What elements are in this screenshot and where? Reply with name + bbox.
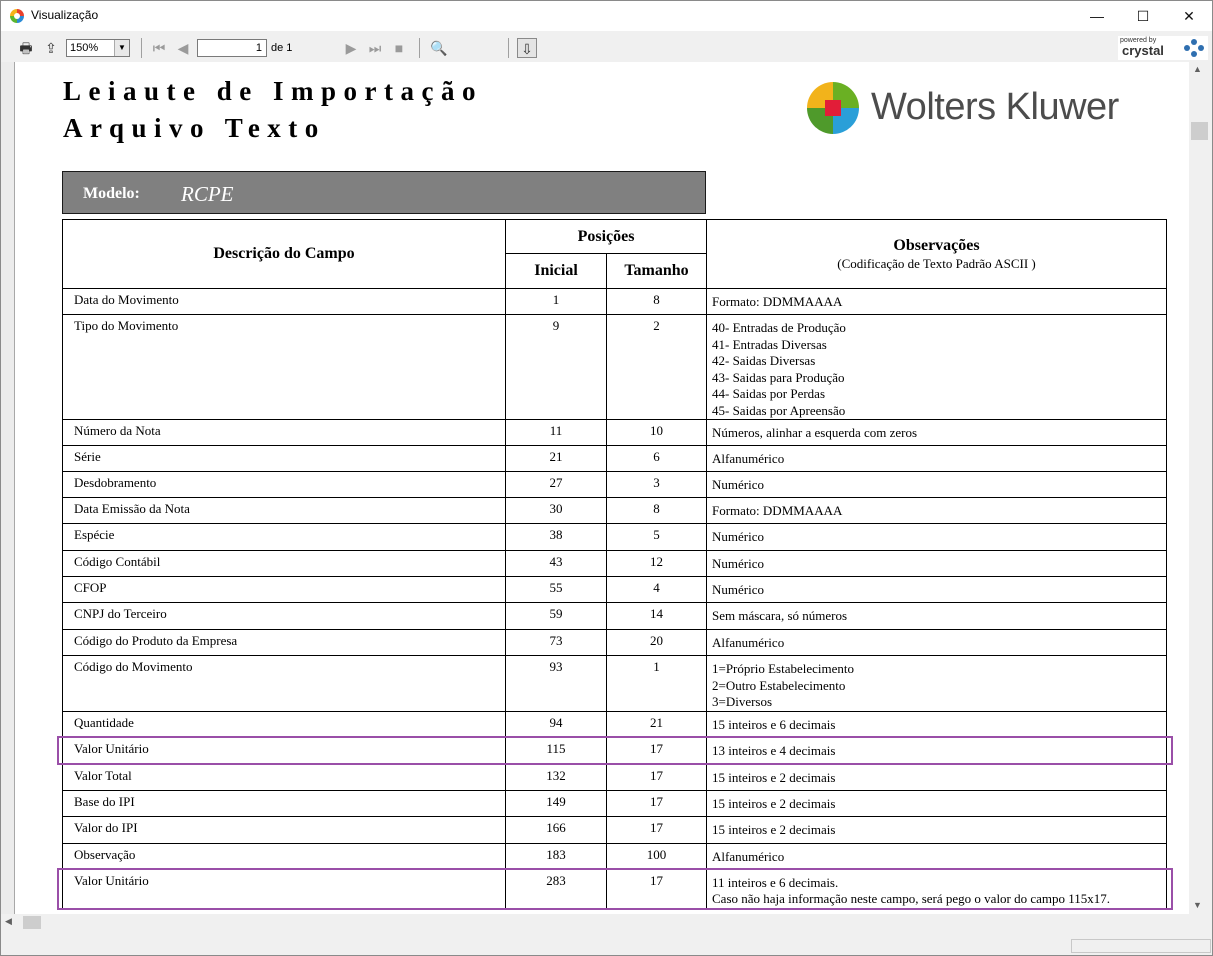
header-observacoes-subtitle: (Codificação de Texto Padrão ASCII )	[837, 255, 1036, 271]
field-size: 17	[607, 790, 707, 816]
wolters-kluwer-mark-icon	[807, 82, 859, 134]
header-tamanho: Tamanho	[607, 254, 707, 289]
modelo-value: RCPE	[181, 182, 234, 206]
scroll-left-icon[interactable]: ◀	[5, 916, 12, 926]
field-description: Desdobramento	[63, 472, 506, 498]
field-description: Tipo do Movimento	[63, 315, 506, 420]
field-start-position: 283	[506, 869, 607, 909]
observation-line: Alfanumérico	[712, 451, 785, 466]
observation-line: 11 inteiros e 6 decimais.	[712, 874, 839, 890]
field-start-position: 43	[506, 551, 607, 577]
highlight-box-valor-unitario-115	[57, 736, 1173, 765]
field-description: Valor Total	[63, 764, 506, 790]
field-start-position: 21	[506, 446, 607, 472]
page-total-label: de 1	[271, 42, 293, 54]
zoom-select[interactable]	[66, 39, 130, 57]
field-size: 3	[607, 472, 707, 498]
field-description: Data do Movimento	[63, 289, 506, 315]
observation-line: 41- Entradas Diversas	[712, 336, 827, 352]
field-description: Espécie	[63, 524, 506, 551]
observation-line: Números, alinhar a esquerda com zeros	[712, 425, 918, 440]
field-size: 8	[607, 498, 707, 524]
field-start-position: 11	[506, 420, 607, 446]
export-icon[interactable]: ⇪	[45, 40, 57, 56]
observation-line: Alfanumérico	[712, 848, 785, 864]
field-description: Base do IPI	[63, 790, 506, 816]
field-size: 100	[607, 843, 707, 869]
table-row	[63, 577, 1167, 603]
field-size: 5	[607, 524, 707, 551]
report-title-line1: Leiaute de Importação	[63, 76, 483, 106]
app-icon	[10, 9, 24, 23]
report-page	[15, 62, 1189, 914]
field-description: Código do Produto da Empresa	[63, 630, 506, 656]
maximize-button[interactable]: ☐	[1136, 8, 1150, 24]
field-start-position: 94	[506, 711, 607, 737]
highlight-box-valor-unitario-283	[57, 868, 1173, 910]
crystal-dots-icon	[1184, 39, 1204, 57]
field-observation	[707, 420, 1167, 446]
observation-line: Sem máscara, só números	[712, 608, 848, 623]
table-row	[63, 816, 1167, 843]
toolbar-divider	[419, 38, 420, 58]
last-page-icon[interactable]: ⏭	[368, 40, 382, 56]
field-observation	[707, 446, 1167, 472]
observation-line: Numérico	[712, 477, 764, 492]
field-size: 14	[607, 603, 707, 630]
toolbar-divider	[141, 38, 142, 58]
table-row	[63, 630, 1167, 656]
field-observation	[707, 289, 1167, 315]
field-description: Valor Unitário	[63, 737, 506, 764]
field-description: Valor Unitário	[63, 869, 506, 909]
table-row	[63, 843, 1167, 869]
observation-line: 43- Saidas para Produção	[712, 369, 845, 385]
field-size: 21	[607, 711, 707, 737]
first-page-icon[interactable]: ⏮	[152, 40, 166, 56]
field-size: 17	[607, 816, 707, 843]
observation-line: 2=Outro Estabelecimento	[712, 677, 846, 693]
brand-small-text: powered by	[1120, 37, 1157, 44]
field-observation	[707, 843, 1167, 869]
table-row	[63, 446, 1167, 472]
minimize-button[interactable]: —	[1090, 8, 1104, 24]
observation-line: Formato: DDMMAAAA	[712, 294, 843, 309]
observation-line: Numérico	[712, 556, 764, 571]
field-observation	[707, 656, 1167, 712]
field-start-position: 30	[506, 498, 607, 524]
field-description: Série	[63, 446, 506, 472]
table-row	[63, 315, 1167, 420]
zoom-value: 150%	[70, 42, 99, 54]
field-start-position: 55	[506, 577, 607, 603]
field-observation	[707, 551, 1167, 577]
field-size: 8	[607, 289, 707, 315]
table-row	[63, 790, 1167, 816]
scroll-thumb[interactable]	[1191, 122, 1208, 140]
header-posicoes: Posições	[506, 220, 707, 254]
field-start-position: 93	[506, 656, 607, 712]
brand-name: crystal	[1122, 43, 1164, 58]
table-body	[63, 289, 1167, 910]
observation-line: 40- Entradas de Produção	[712, 320, 846, 335]
report-title-line2: Arquivo Texto	[63, 113, 326, 143]
field-size: 12	[607, 551, 707, 577]
stop-icon[interactable]: ■	[394, 40, 404, 56]
report-title	[63, 73, 483, 147]
observation-line: 15 inteiros e 2 decimais	[712, 821, 836, 837]
scroll-up-icon[interactable]: ▲	[1193, 64, 1202, 74]
field-description: Código Contábil	[63, 551, 506, 577]
close-button[interactable]: ✕	[1183, 8, 1195, 24]
logo-text: Wolters Kluwer	[871, 86, 1119, 128]
modelo-label: Modelo:	[83, 185, 140, 202]
field-observation	[707, 630, 1167, 656]
field-start-position: 166	[506, 816, 607, 843]
table-row	[63, 656, 1167, 712]
observation-line: 42- Saidas Diversas	[712, 353, 816, 368]
table-row	[63, 498, 1167, 524]
title-bar	[1, 1, 1212, 31]
scroll-thumb-horizontal[interactable]	[23, 916, 41, 929]
observation-line: Numérico	[712, 582, 764, 597]
vertical-scrollbar[interactable]	[1189, 62, 1212, 914]
field-description: Observação	[63, 843, 506, 869]
toolbar-divider	[508, 38, 509, 58]
field-size: 17	[607, 764, 707, 790]
field-size: 4	[607, 577, 707, 603]
observation-line: Formato: DDMMAAAA	[712, 503, 843, 518]
header-observacoes-title: Observações	[893, 236, 980, 254]
page-number-input[interactable]: 1	[197, 39, 267, 57]
observation-line: 13 inteiros e 4 decimais	[712, 742, 836, 758]
header-descricao: Descrição do Campo	[63, 220, 506, 289]
chevron-down-icon: ▼	[114, 40, 129, 56]
field-start-position: 59	[506, 603, 607, 630]
field-observation	[707, 711, 1167, 737]
field-observation	[707, 524, 1167, 551]
next-page-icon[interactable]: ▶	[345, 40, 357, 56]
print-icon[interactable]: 🖶	[19, 40, 33, 56]
field-start-position: 115	[506, 737, 607, 764]
table-row	[63, 524, 1167, 551]
field-size: 17	[607, 869, 707, 909]
status-field	[1071, 939, 1211, 953]
observation-line: 3=Diversos	[712, 694, 773, 709]
crystal-reports-logo	[1118, 36, 1208, 60]
field-description: Valor do IPI	[63, 816, 506, 843]
field-size: 20	[607, 630, 707, 656]
scroll-down-icon[interactable]: ▼	[1193, 900, 1202, 910]
modelo-header	[62, 171, 706, 214]
field-size: 2	[607, 315, 707, 420]
field-size: 1	[607, 656, 707, 712]
field-description: Código do Movimento	[63, 656, 506, 712]
header-inicial: Inicial	[506, 254, 607, 289]
observation-line: Numérico	[712, 529, 764, 544]
observation-line: 44- Saidas por Perdas	[712, 386, 826, 401]
horizontal-scrollbar[interactable]	[1, 914, 1189, 931]
table-row	[63, 551, 1167, 577]
field-start-position: 1	[506, 289, 607, 315]
field-description: Quantidade	[63, 711, 506, 737]
field-size: 6	[607, 446, 707, 472]
field-description: CNPJ do Terceiro	[63, 603, 506, 630]
observation-line: 45- Saidas por Apreensão	[712, 402, 846, 418]
field-observation	[707, 472, 1167, 498]
observation-line: 15 inteiros e 2 decimais	[712, 769, 836, 785]
field-observation	[707, 603, 1167, 630]
search-icon[interactable]: 🔍	[430, 40, 448, 56]
group-tree-toggle-icon[interactable]: ⇩	[517, 38, 537, 58]
status-bar	[1, 937, 1212, 955]
table-row	[63, 711, 1167, 737]
field-start-position: 27	[506, 472, 607, 498]
previous-page-icon[interactable]: ◀	[177, 40, 189, 56]
field-observation	[707, 498, 1167, 524]
field-observation	[707, 315, 1167, 420]
field-description: CFOP	[63, 577, 506, 603]
field-observation	[707, 790, 1167, 816]
window-title: Visualização	[31, 8, 99, 22]
field-observation	[707, 816, 1167, 843]
header-observacoes	[707, 220, 1167, 289]
table-row	[63, 764, 1167, 790]
field-description: Data Emissão da Nota	[63, 498, 506, 524]
group-tree-panel	[1, 62, 15, 914]
field-start-position: 9	[506, 315, 607, 420]
wolters-kluwer-logo	[807, 79, 1137, 139]
field-start-position: 183	[506, 843, 607, 869]
table-row	[63, 472, 1167, 498]
field-observation	[707, 577, 1167, 603]
observation-line: 15 inteiros e 6 decimais	[712, 716, 836, 732]
observation-line: Caso não haja informação neste campo, será pego o valor do campo 115x17.	[712, 891, 1111, 906]
field-size: 10	[607, 420, 707, 446]
field-observation	[707, 764, 1167, 790]
field-start-position: 38	[506, 524, 607, 551]
table-row	[63, 603, 1167, 630]
field-size: 17	[607, 737, 707, 764]
table-row	[63, 420, 1167, 446]
observation-line: 15 inteiros e 2 decimais	[712, 795, 836, 811]
field-description: Número da Nota	[63, 420, 506, 446]
toolbar	[1, 34, 1212, 62]
field-start-position: 132	[506, 764, 607, 790]
field-start-position: 73	[506, 630, 607, 656]
layout-table	[62, 219, 1167, 910]
table-row	[63, 289, 1167, 315]
observation-line: Alfanumérico	[712, 635, 785, 650]
field-start-position: 149	[506, 790, 607, 816]
observation-line: 1=Próprio Estabelecimento	[712, 661, 854, 676]
